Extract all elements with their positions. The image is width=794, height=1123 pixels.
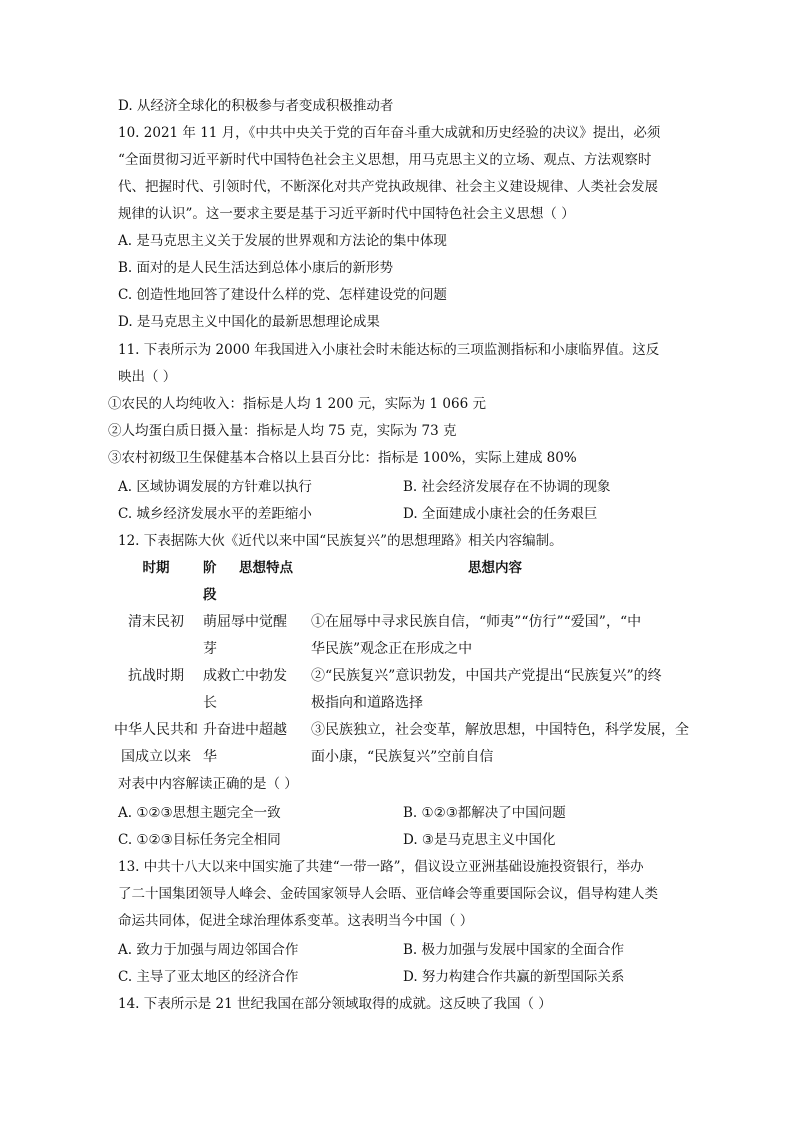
- q9-option-d: D. 从经济全球化的积极参与者变成积极推动者: [118, 98, 394, 114]
- q11-stem-line-2: 映出（ ）: [118, 369, 177, 385]
- q10-stem-line-3: 代、把握时代、引领时代，不断深化对共产党执政规律、社会主义建设规律、人类社会发展: [118, 179, 658, 195]
- q12-intro: 12. 下表据陈大伙《近代以来中国“民族复兴”的思想理路》相关内容编制。: [118, 533, 563, 549]
- q11-item-2: ②人均蛋白质日摄入量：指标是人均 75 克，实际为 73 克: [108, 423, 457, 439]
- q10-option-b: B. 面对的是人民生活达到总体小康后的新形势: [118, 260, 394, 276]
- q13-option-b: B. 极力加强与发展中国家的全面合作: [403, 942, 625, 958]
- q10-stem-line-1: 10. 2021 年 11 月，《中共中央关于党的百年奋斗重大成就和历史经验的决议》提出，必须: [118, 125, 661, 141]
- q11-option-d: D. 全面建成小康社会的任务艰巨: [403, 506, 598, 522]
- q12-option-a: A. ①②③思想主题完全一致: [118, 805, 281, 821]
- q12-option-d: D. ③是马克思主义中国化: [403, 832, 556, 848]
- row-content-line-1: ①在屈辱中寻求民族自信，“师夷”“仿行”“爱国”，“中: [311, 614, 642, 630]
- table-header-feature: 思想特点: [239, 560, 293, 576]
- row-period: 清末民初: [128, 614, 184, 630]
- row-content-line-2: 极指向和道路选择: [311, 695, 423, 711]
- row-feature-line-1: 萌屈辱中觉醒: [203, 614, 287, 630]
- row-period-line-1: 中华人民共和: [114, 722, 198, 738]
- table-header-content: 思想内容: [468, 560, 522, 576]
- q11-item-3: ③农村初级卫生保健基本合格以上县百分比：指标是 100%，实际上建成 80%: [108, 450, 577, 466]
- q11-option-a: A. 区域协调发展的方针难以执行: [118, 479, 312, 495]
- table-header-stage-2: 段: [203, 587, 217, 603]
- row-period-line-2: 国成立以来: [121, 749, 191, 765]
- row-period: 抗战时期: [128, 668, 184, 684]
- q13-option-a: A. 致力于加强与周边邻国合作: [118, 942, 299, 958]
- row-feature-line-2: 长: [203, 695, 217, 711]
- row-feature-line-2: 芽: [203, 641, 217, 657]
- q10-stem-line-4: 规律的认识”。这一要求主要是基于习近平新时代中国特色社会主义思想（ ）: [118, 206, 575, 222]
- q11-item-1: ①农民的人均纯收入：指标是人均 1 200 元，实际为 1 066 元: [108, 396, 486, 412]
- q12-option-c: C. ①②③目标任务完全相同: [118, 832, 281, 848]
- table-header-period: 时期: [142, 560, 170, 576]
- q11-option-b: B. 社会经济发展存在不协调的现象: [403, 479, 611, 495]
- row-content-line-1: ③民族独立，社会变革，解放思想，中国特色，科学发展，全: [311, 722, 689, 738]
- table-header-stage-1: 阶: [203, 560, 217, 576]
- q13-option-c: C. 主导了亚太地区的经济合作: [118, 969, 299, 985]
- q13-stem-line-1: 13. 中共十八大以来中国实施了共建“一带一路”，倡议设立亚洲基础设施投资银行，举办: [118, 859, 644, 875]
- q10-stem-line-2: “全面贯彻习近平新时代中国特色社会主义思想，用马克思主义的立场、观点、方法观察时: [118, 152, 652, 168]
- row-content-line-2: 华民族”观念正在形成之中: [311, 641, 473, 657]
- q13-option-d: D. 努力构建合作共赢的新型国际关系: [403, 969, 625, 985]
- q10-option-d: D. 是马克思主义中国化的最新思想理论成果: [118, 314, 380, 330]
- q11-stem-line-1: 11. 下表所示为 2000 年我国进入小康社会时未能达标的三项监测指标和小康临界值。这反: [118, 342, 660, 358]
- row-feature-line-1: 成救亡中勃发: [203, 668, 287, 684]
- q14-stem: 14. 下表所示是 21 世纪我国在部分领域取得的成就。这反映了我国（ ）: [118, 996, 552, 1012]
- row-content-line-1: ②“民族复兴”意识勃发，中国共产党提出“民族复兴”的终: [311, 668, 662, 684]
- row-feature-line-1: 升奋进中超越: [203, 722, 287, 738]
- q11-option-c: C. 城乡经济发展水平的差距缩小: [118, 506, 312, 522]
- q12-question: 对表中内容解读正确的是（ ）: [118, 776, 298, 792]
- row-content-line-2: 面小康，“民族复兴”空前自信: [311, 749, 494, 765]
- q10-option-a: A. 是马克思主义关于发展的世界观和方法论的集中体现: [118, 233, 447, 249]
- q13-stem-line-3: 命运共同体，促进全球治理体系变革。这表明当今中国（ ）: [118, 913, 474, 929]
- row-feature-line-2: 华: [203, 749, 217, 765]
- q12-option-b: B. ①②③都解决了中国问题: [403, 805, 566, 821]
- q10-option-c: C. 创造性地回答了建设什么样的党、怎样建设党的问题: [118, 287, 447, 303]
- q13-stem-line-2: 了二十国集团领导人峰会、金砖国家领导人会晤、亚信峰会等重要国际会议，倡导构建人类: [118, 886, 658, 902]
